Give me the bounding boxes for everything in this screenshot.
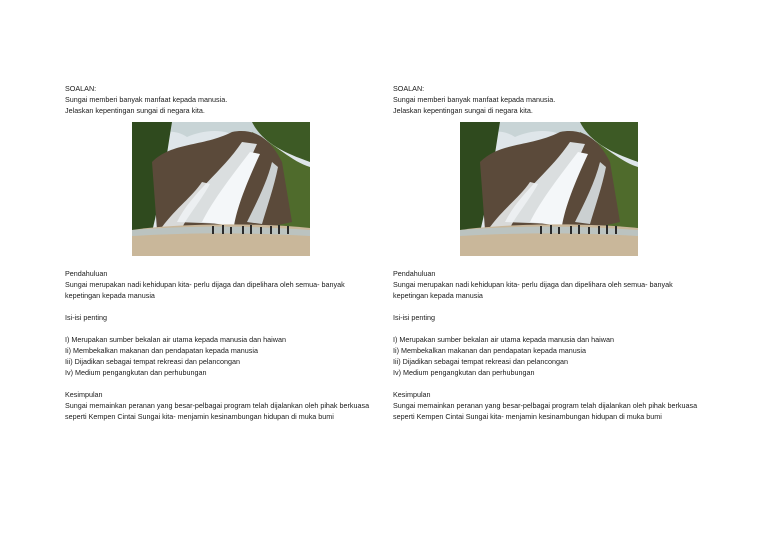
- conclusion-heading: Kesimpulan: [65, 390, 103, 399]
- waterfall-photo: [460, 122, 638, 256]
- question-line: Sungai memberi banyak manfaat kepada manusia.: [65, 95, 228, 104]
- intro-heading: Pendahuluan: [393, 269, 436, 278]
- list-item: Iii) Dijadikan sebagai tempat rekreasi dan pelancongan: [65, 357, 241, 366]
- list-item: Ii) Membekalkan makanan dan pendapatan kepada manusia: [65, 346, 258, 355]
- document-column-left: [65, 83, 373, 422]
- list-item: Iv) Medium pengangkutan dan perhubungan: [65, 368, 207, 377]
- waterfall-photo: [132, 122, 310, 256]
- list-item: Iii) Dijadikan sebagai tempat rekreasi dan pelancongan: [393, 357, 569, 366]
- intro-text: Sungai merupakan nadi kehidupan kita- perlu dijaga dan dipelihara oleh semua- banyak kepetingan kepada manusia: [65, 280, 345, 300]
- list-item: I) Merupakan sumber bekalan air utama kepada manusia dan haiwan: [65, 335, 286, 344]
- points-heading: Isi-isi penting: [65, 313, 107, 322]
- question-line: Jelaskan kepentingan sungai di negara kita.: [65, 106, 205, 115]
- question-line: Jelaskan kepentingan sungai di negara kita.: [393, 106, 533, 115]
- waterfall-image-icon: [460, 122, 638, 256]
- question-label: SOALAN:: [393, 84, 425, 93]
- intro-text: Sungai merupakan nadi kehidupan kita- perlu dijaga dan dipelihara oleh semua- banyak kepetingan kepada manusia: [393, 280, 673, 300]
- question-label: SOALAN:: [65, 84, 97, 93]
- list-item: Iv) Medium pengangkutan dan perhubungan: [393, 368, 535, 377]
- list-item: I) Merupakan sumber bekalan air utama kepada manusia dan haiwan: [393, 335, 614, 344]
- list-item: Ii) Membekalkan makanan dan pendapatan kepada manusia: [393, 346, 586, 355]
- conclusion-heading: Kesimpulan: [393, 390, 431, 399]
- intro-heading: Pendahuluan: [65, 269, 108, 278]
- question-line: Sungai memberi banyak manfaat kepada manusia.: [393, 95, 556, 104]
- conclusion-text: Sungai memainkan peranan yang besar-pelbagai program telah dijalankan oleh pihak berkuasa seperti Kempen Cintai Sungai kita- menjamin kesinambungan hidupan di muka bumi: [393, 401, 698, 421]
- waterfall-image-icon: [132, 122, 310, 256]
- document-column-right: [393, 83, 701, 422]
- points-heading: Isi-isi penting: [393, 313, 435, 322]
- conclusion-text: Sungai memainkan peranan yang besar-pelbagai program telah dijalankan oleh pihak berkuasa seperti Kempen Cintai Sungai kita- menjamin kesinambungan hidupan di muka bumi: [65, 401, 370, 421]
